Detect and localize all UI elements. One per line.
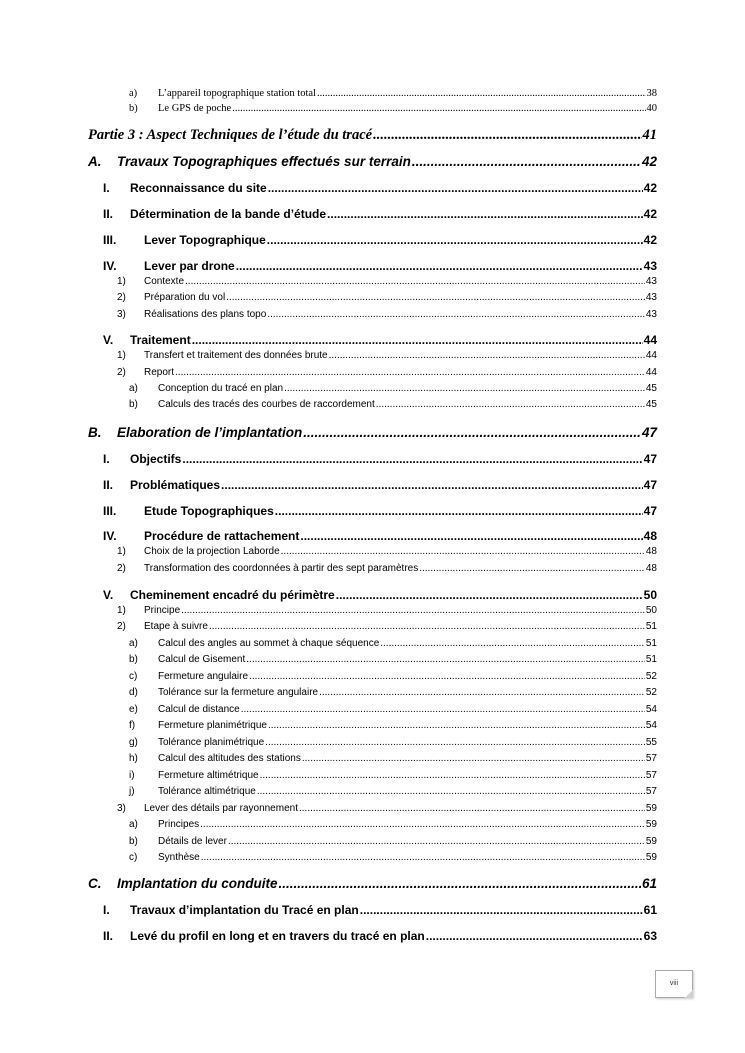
toc-entry-number: IV. (103, 529, 117, 543)
toc-entry-page: 43 (643, 259, 657, 273)
toc-entry-title: Lever Topographique (144, 233, 266, 247)
toc-entry-title: Calcul de Gisement (158, 654, 246, 665)
toc-entry-number: B. (88, 425, 102, 440)
toc-entry[interactable] (129, 704, 657, 715)
toc-leader-dots (175, 367, 645, 378)
toc-entry-page: 61 (643, 903, 657, 917)
toc-entry-page: 55 (645, 737, 657, 748)
page-number: viii (669, 980, 679, 987)
toc-entry-title: Partie 3 : Aspect Techniques de l’étude du tracé (88, 127, 373, 143)
toc-entry[interactable] (88, 425, 657, 440)
toc-entry[interactable] (129, 383, 657, 394)
toc-leader-dots (373, 127, 641, 144)
toc-entry-page: 42 (643, 207, 657, 221)
toc-leader-dots (380, 638, 645, 649)
toc-entry[interactable] (103, 929, 657, 943)
toc-leader-dots (241, 704, 645, 715)
toc-entry[interactable] (117, 276, 657, 287)
toc-entry[interactable] (88, 876, 657, 891)
toc-entry-number: c) (129, 671, 138, 682)
toc-entry-page: 57 (645, 786, 657, 797)
toc-entry-title: Préparation du vol (144, 292, 226, 303)
toc-entry-page: 45 (645, 399, 657, 410)
toc-leader-dots (228, 836, 645, 847)
toc-entry-title: Problématiques (130, 478, 221, 492)
toc-leader-dots (281, 546, 645, 557)
toc-entry-page: 42 (643, 233, 657, 247)
toc-entry-title: Cheminement encadré du périmètre (130, 588, 335, 602)
toc-entry[interactable] (129, 399, 657, 410)
toc-entry[interactable] (117, 350, 657, 361)
toc-entry[interactable] (103, 233, 657, 247)
toc-entry-number: 1) (117, 350, 126, 361)
toc-entry-number: g) (129, 737, 138, 748)
toc-entry-title: Contexte (144, 276, 185, 287)
toc-entry-number: f) (129, 720, 136, 731)
toc-entry-number: 2) (117, 621, 126, 632)
toc-entry[interactable] (103, 504, 657, 518)
toc-leader-dots (232, 103, 645, 114)
toc-leader-dots (284, 383, 645, 394)
toc-entry-title: Fermeture altimétrique (158, 770, 259, 781)
toc-entry-page: 51 (645, 621, 657, 632)
toc-leader-dots (317, 88, 646, 99)
toc-leader-dots (182, 452, 642, 466)
toc-leader-dots (319, 687, 645, 698)
toc-entry-page: 47 (643, 478, 657, 492)
toc-entry[interactable] (129, 638, 657, 649)
toc-entry[interactable] (129, 720, 657, 731)
toc-entry-number: a) (129, 383, 138, 394)
toc-entry-page: 48 (645, 563, 657, 574)
toc-entry[interactable] (129, 671, 657, 682)
toc-entry[interactable] (129, 786, 657, 797)
toc-entry-page: 52 (645, 671, 657, 682)
toc-entry-page: 47 (643, 452, 657, 466)
toc-entry-title: Procédure de rattachement (144, 529, 300, 543)
toc-entry-number: b) (129, 399, 138, 410)
toc-entry[interactable] (117, 367, 657, 378)
toc-leader-dots (221, 478, 643, 492)
toc-leader-dots (279, 876, 641, 891)
toc-entry-title: Implantation du conduite (117, 876, 278, 891)
toc-leader-dots (257, 786, 645, 797)
toc-entry-number: 3) (117, 803, 126, 814)
toc-entry-page: 44 (645, 367, 657, 378)
toc-entry-number: V. (103, 588, 114, 602)
toc-entry[interactable] (117, 546, 657, 557)
toc-leader-dots (246, 654, 645, 665)
toc-entry-title: Travaux d’implantation du Tracé en plan (130, 903, 359, 917)
toc-entry-number: i) (129, 770, 135, 781)
toc-entry-number: e) (129, 704, 138, 715)
toc-entry-title: Synthèse (158, 852, 200, 863)
toc-entry-page: 59 (645, 803, 657, 814)
toc-entry-number: C. (88, 876, 102, 891)
toc-entry-title: Principe (144, 605, 181, 616)
toc-entry-title: Fermeture angulaire (158, 671, 249, 682)
toc-entry-page: 44 (643, 333, 657, 347)
toc-entry-title: Transfert et traitement des données brute (144, 350, 328, 361)
toc-entry[interactable] (129, 737, 657, 748)
toc-entry-number: III. (103, 504, 117, 518)
toc-entry-title: Reconnaissance du site (130, 181, 267, 195)
toc-entry[interactable] (129, 770, 657, 781)
toc-entry-page: 61 (641, 876, 657, 891)
toc-entry-page: 38 (646, 88, 657, 99)
toc-entry[interactable] (117, 803, 657, 814)
toc-leader-dots (236, 259, 643, 273)
toc-entry-number: a) (129, 638, 138, 649)
toc-entry-title: Elaboration de l’implantation (117, 425, 303, 440)
toc-entry-number: V. (103, 333, 114, 347)
toc-leader-dots (265, 737, 645, 748)
toc-leader-dots (267, 233, 643, 247)
toc-entry-number: II. (103, 478, 114, 492)
toc-entry-title: Calcul de distance (158, 704, 240, 715)
toc-entry-title: Report (144, 367, 175, 378)
toc-entry-page: 57 (645, 753, 657, 764)
toc-entry-page: 54 (645, 704, 657, 715)
toc-entry[interactable] (129, 654, 657, 665)
toc-leader-dots (192, 333, 643, 347)
toc-entry[interactable] (103, 529, 657, 543)
toc-entry-page: 50 (643, 588, 657, 602)
toc-entry-title: Fermeture planimétrique (158, 720, 267, 731)
toc-entry-title: Objectifs (130, 452, 182, 466)
toc-entry[interactable] (117, 605, 657, 616)
toc-entry-number: 2) (117, 292, 126, 303)
toc-entry-page: 47 (641, 425, 657, 440)
toc-entry-page: 42 (641, 154, 657, 169)
toc-leader-dots (268, 181, 643, 195)
toc-entry-title: Choix de la projection Laborde (144, 546, 280, 557)
toc-entry-page: 43 (645, 276, 657, 287)
toc-entry[interactable] (129, 753, 657, 764)
toc-leader-dots (302, 753, 645, 764)
toc-entry-page: 44 (645, 350, 657, 361)
toc-entry-number: A. (88, 154, 102, 169)
toc-leader-dots (376, 399, 645, 410)
toc-leader-dots (327, 207, 643, 221)
toc-entry-title: Tolérance altimétrique (158, 786, 256, 797)
toc-leader-dots (412, 154, 641, 169)
toc-leader-dots (426, 929, 643, 943)
toc-entry[interactable] (88, 127, 657, 144)
toc-entry-page: 50 (645, 605, 657, 616)
toc-entry-page: 43 (645, 292, 657, 303)
toc-entry[interactable] (129, 852, 657, 863)
toc-entry-number: c) (129, 852, 138, 863)
toc-entry-title: Détails de lever (158, 836, 227, 847)
toc-entry[interactable] (129, 836, 657, 847)
toc-entry-page: 48 (643, 529, 657, 543)
toc-leader-dots (268, 720, 645, 731)
toc-entry-title: Lever des détails par rayonnement (144, 803, 298, 814)
toc-entry[interactable] (103, 588, 657, 602)
toc-entry[interactable] (129, 103, 657, 114)
toc-entry-number: 2) (117, 563, 126, 574)
toc-leader-dots (275, 504, 643, 518)
toc-entry-page: 40 (646, 103, 657, 114)
page-number-box (655, 970, 693, 998)
toc-entry-number: III. (103, 233, 117, 247)
toc-entry-number: b) (129, 654, 138, 665)
toc-entry-title: Lever par drone (144, 259, 235, 273)
toc-leader-dots (299, 803, 645, 814)
toc-entry-title: Traitement (130, 333, 191, 347)
toc-entry-title: Travaux Topographiques effectués sur terrain (117, 154, 411, 169)
toc-entry-page: 51 (645, 638, 657, 649)
toc-entry[interactable] (117, 309, 657, 320)
toc-entry-page: 47 (643, 504, 657, 518)
toc-entry-number: I. (103, 903, 110, 917)
toc-entry-page: 54 (645, 720, 657, 731)
toc-leader-dots (181, 605, 645, 616)
toc-leader-dots (419, 563, 645, 574)
toc-entry[interactable] (88, 154, 657, 169)
toc-entry-number: j) (129, 786, 135, 797)
toc-entry-title: Tolérance sur la fermeture angulaire (158, 687, 319, 698)
toc-entry[interactable] (103, 181, 657, 195)
toc-entry[interactable] (103, 333, 657, 347)
toc-leader-dots (329, 350, 645, 361)
toc-leader-dots (267, 309, 645, 320)
toc-entry[interactable] (103, 478, 657, 492)
toc-entry-page: 52 (645, 687, 657, 698)
toc-entry[interactable] (117, 563, 657, 574)
toc-entry-page: 45 (645, 383, 657, 394)
toc-entry-page: 51 (645, 654, 657, 665)
toc-entry[interactable] (117, 292, 657, 303)
toc-entry[interactable] (103, 452, 657, 466)
toc-leader-dots (200, 819, 645, 830)
toc-entry-title: Calculs des tracés des courbes de raccordement (158, 399, 375, 410)
toc-entry-page: 57 (645, 770, 657, 781)
toc-entry-number: 1) (117, 605, 126, 616)
toc-leader-dots (336, 588, 643, 602)
toc-entry-title: Calcul des angles au sommet à chaque séquence (158, 638, 380, 649)
toc-entry-title: Conception du tracé en plan (158, 383, 284, 394)
toc-entry-number: IV. (103, 259, 117, 273)
toc-entry-number: b) (129, 103, 138, 114)
toc-entry-page: 43 (645, 309, 657, 320)
toc-entry[interactable] (103, 903, 657, 917)
toc-entry-title: Etape à suivre (144, 621, 208, 632)
toc-entry-page: 59 (645, 836, 657, 847)
toc-entry[interactable] (117, 621, 657, 632)
toc-entry[interactable] (129, 88, 657, 99)
toc-entry-page: 48 (645, 546, 657, 557)
toc-leader-dots (249, 671, 645, 682)
toc-entry-number: h) (129, 753, 138, 764)
toc-entry-number: 2) (117, 367, 126, 378)
toc-entry[interactable] (103, 207, 657, 221)
toc-leader-dots (360, 903, 643, 917)
toc-entry-number: d) (129, 687, 138, 698)
toc-entry-title: Etude Topographiques (144, 504, 274, 518)
toc-entry-page: 63 (643, 929, 657, 943)
toc-entry-title: Calcul des altitudes des stations (158, 753, 301, 764)
toc-leader-dots (303, 425, 641, 440)
toc-leader-dots (260, 770, 645, 781)
toc-entry-page: 42 (643, 181, 657, 195)
toc-leader-dots (300, 529, 642, 543)
toc-entry-number: 1) (117, 546, 126, 557)
toc-entry-title: Détermination de la bande d’étude (130, 207, 327, 221)
toc-entry-page: 41 (642, 127, 657, 143)
toc-leader-dots (185, 276, 645, 287)
toc-entry-page: 59 (645, 852, 657, 863)
toc-entry-page: 59 (645, 819, 657, 830)
toc-entry-number: II. (103, 207, 114, 221)
toc-entry-title: Principes (158, 819, 200, 830)
toc-leader-dots (226, 292, 645, 303)
toc-entry-number: II. (103, 929, 114, 943)
toc-entry-number: I. (103, 452, 110, 466)
toc-entry-number: I. (103, 181, 110, 195)
toc-entry-number: a) (129, 819, 138, 830)
toc-entry-title: Tolérance planimétrique (158, 737, 265, 748)
toc-entry[interactable] (129, 819, 657, 830)
toc-leader-dots (209, 621, 645, 632)
toc-entry-title: Le GPS de poche (158, 103, 232, 114)
toc-entry-title: Réalisations des plans topo (144, 309, 267, 320)
toc-entry-number: b) (129, 836, 138, 847)
toc-entry-number: 3) (117, 309, 126, 320)
toc-entry-title: Transformation des coordonnées à partir des sept paramètres (144, 563, 419, 574)
toc-entry-title: L’appareil topographique station total (158, 88, 316, 99)
toc-entry[interactable] (103, 259, 657, 273)
toc-entry-number: a) (129, 88, 138, 99)
toc-entry[interactable] (129, 687, 657, 698)
toc-entry-number: 1) (117, 276, 126, 287)
toc-leader-dots (201, 852, 645, 863)
toc-entry-title: Levé du profil en long et en travers du tracé en plan (130, 929, 425, 943)
